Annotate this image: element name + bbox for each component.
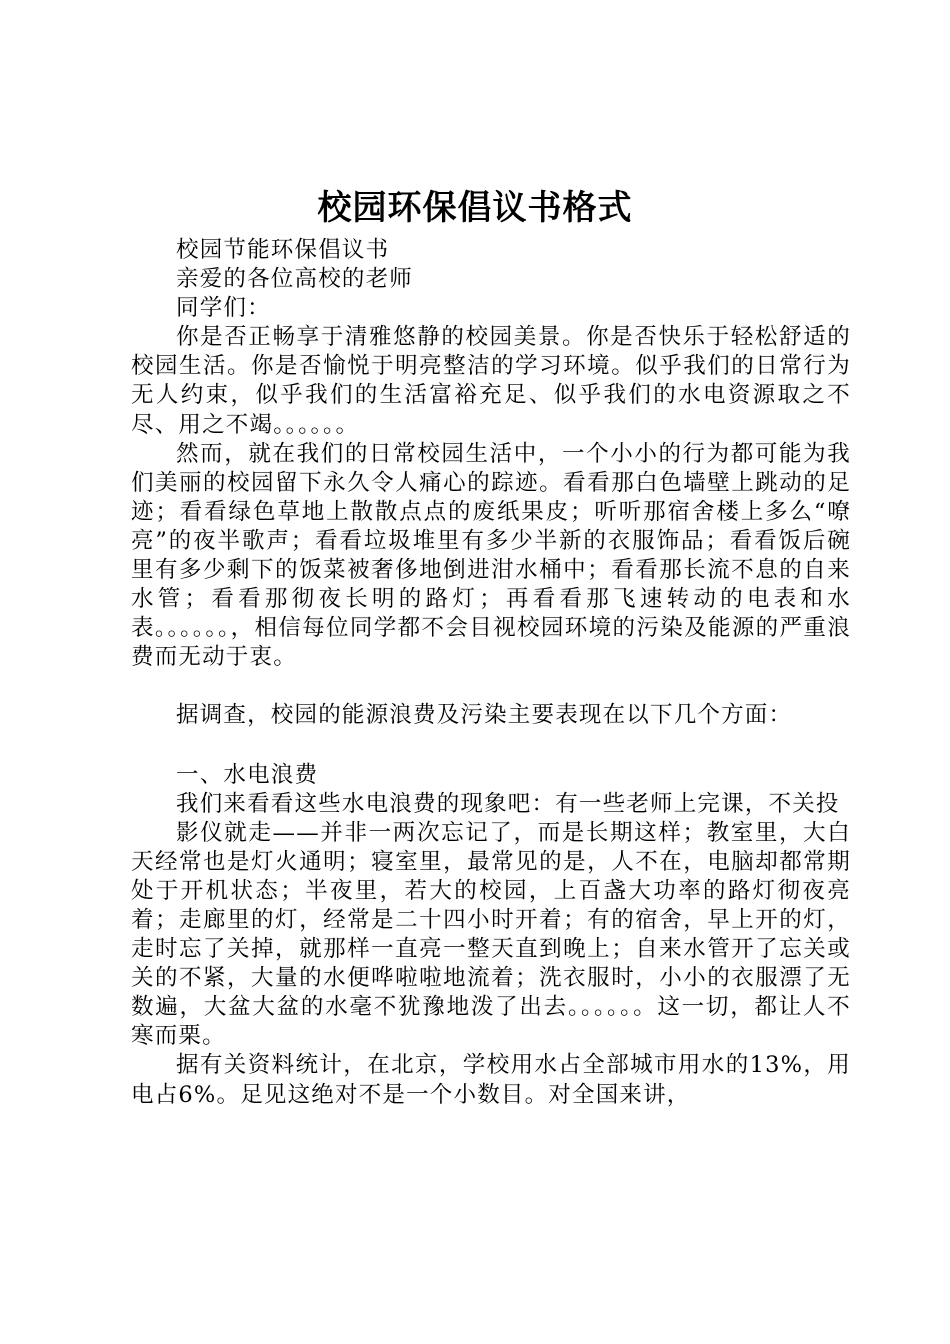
paragraph-statistics: 据有关资料统计，在北京，学校用水占全部城市用水的13%，用电占6%。足见这绝对不是一个小数目。对全国来讲， <box>131 1052 851 1108</box>
paragraph-subtitle: 校园节能环保倡议书 <box>176 237 390 263</box>
paragraph-observations: 然而，就在我们的日常校园生活中，一个小小的行为都可能为我们美丽的校园留下永久令人痛心的踪迹。看看那白色墙壁上跳动的足迹；看看绿色草地上散散点点的废纸果皮；听听那宿舍楼上多么“嘹亮”的夜半歌声；看看垃圾堆里有多少半新的衣服饰品；看看饭后碗里有多少剩下的饭菜被奢侈地倒进泔水桶中；看看那长流不息的自来水管；看看那彻夜长明的路灯；再看看那飞速转动的电表和水表。。。。。。，相信每位同学都不会目视校园环境的污染及能源的严重浪费而无动于衷。 <box>131 440 851 671</box>
document-body <box>131 236 851 1110</box>
paragraph-salutation-cont: 同学们： <box>176 295 271 322</box>
paragraph-waste-intro: 我们来看看这些水电浪费的现象吧：有一些老师上完课，不关投 <box>176 790 840 817</box>
paragraph-intro: 你是否正畅享于清雅悠静的校园美景。你是否快乐于轻松舒适的校园生活。你是否愉悦于明亮整洁的学习环境。似乎我们的日常行为无人约束，似乎我们的生活富裕充足、似乎我们的水电资源取之不尽、用之不竭。。。。。。 <box>131 324 851 438</box>
section-heading-water-electricity: 一、水电浪费 <box>176 761 319 788</box>
document-title: 校园环保倡议书格式 <box>317 188 633 228</box>
paragraph-salutation: 亲爱的各位高校的老师 <box>176 266 414 293</box>
paragraph-waste-details: 影仪就走——并非一两次忘记了，而是长期这样；教室里，大白天经常也是灯火通明；寝室里，最常见的是，人不在，电脑却都常期处于开机状态；半夜里，若大的校园，上百盏大功率的路灯彻夜亮着；走廊里的灯，经常是二十四小时开着；有的宿舍，早上开的灯，走时忘了关掉，就那样一直亮一整天直到晚上；自来水管开了忘关或关的不紧，大量的水便哗啦啦地流着；洗衣服时，小小的衣服漂了无数遍，大盆大盆的水毫不犹豫地泼了出去。。。。。。这一切，都让人不寒而栗。 <box>131 819 851 1050</box>
paragraph-survey: 据调查，校园的能源浪费及污染主要表现在以下几个方面： <box>176 702 793 729</box>
